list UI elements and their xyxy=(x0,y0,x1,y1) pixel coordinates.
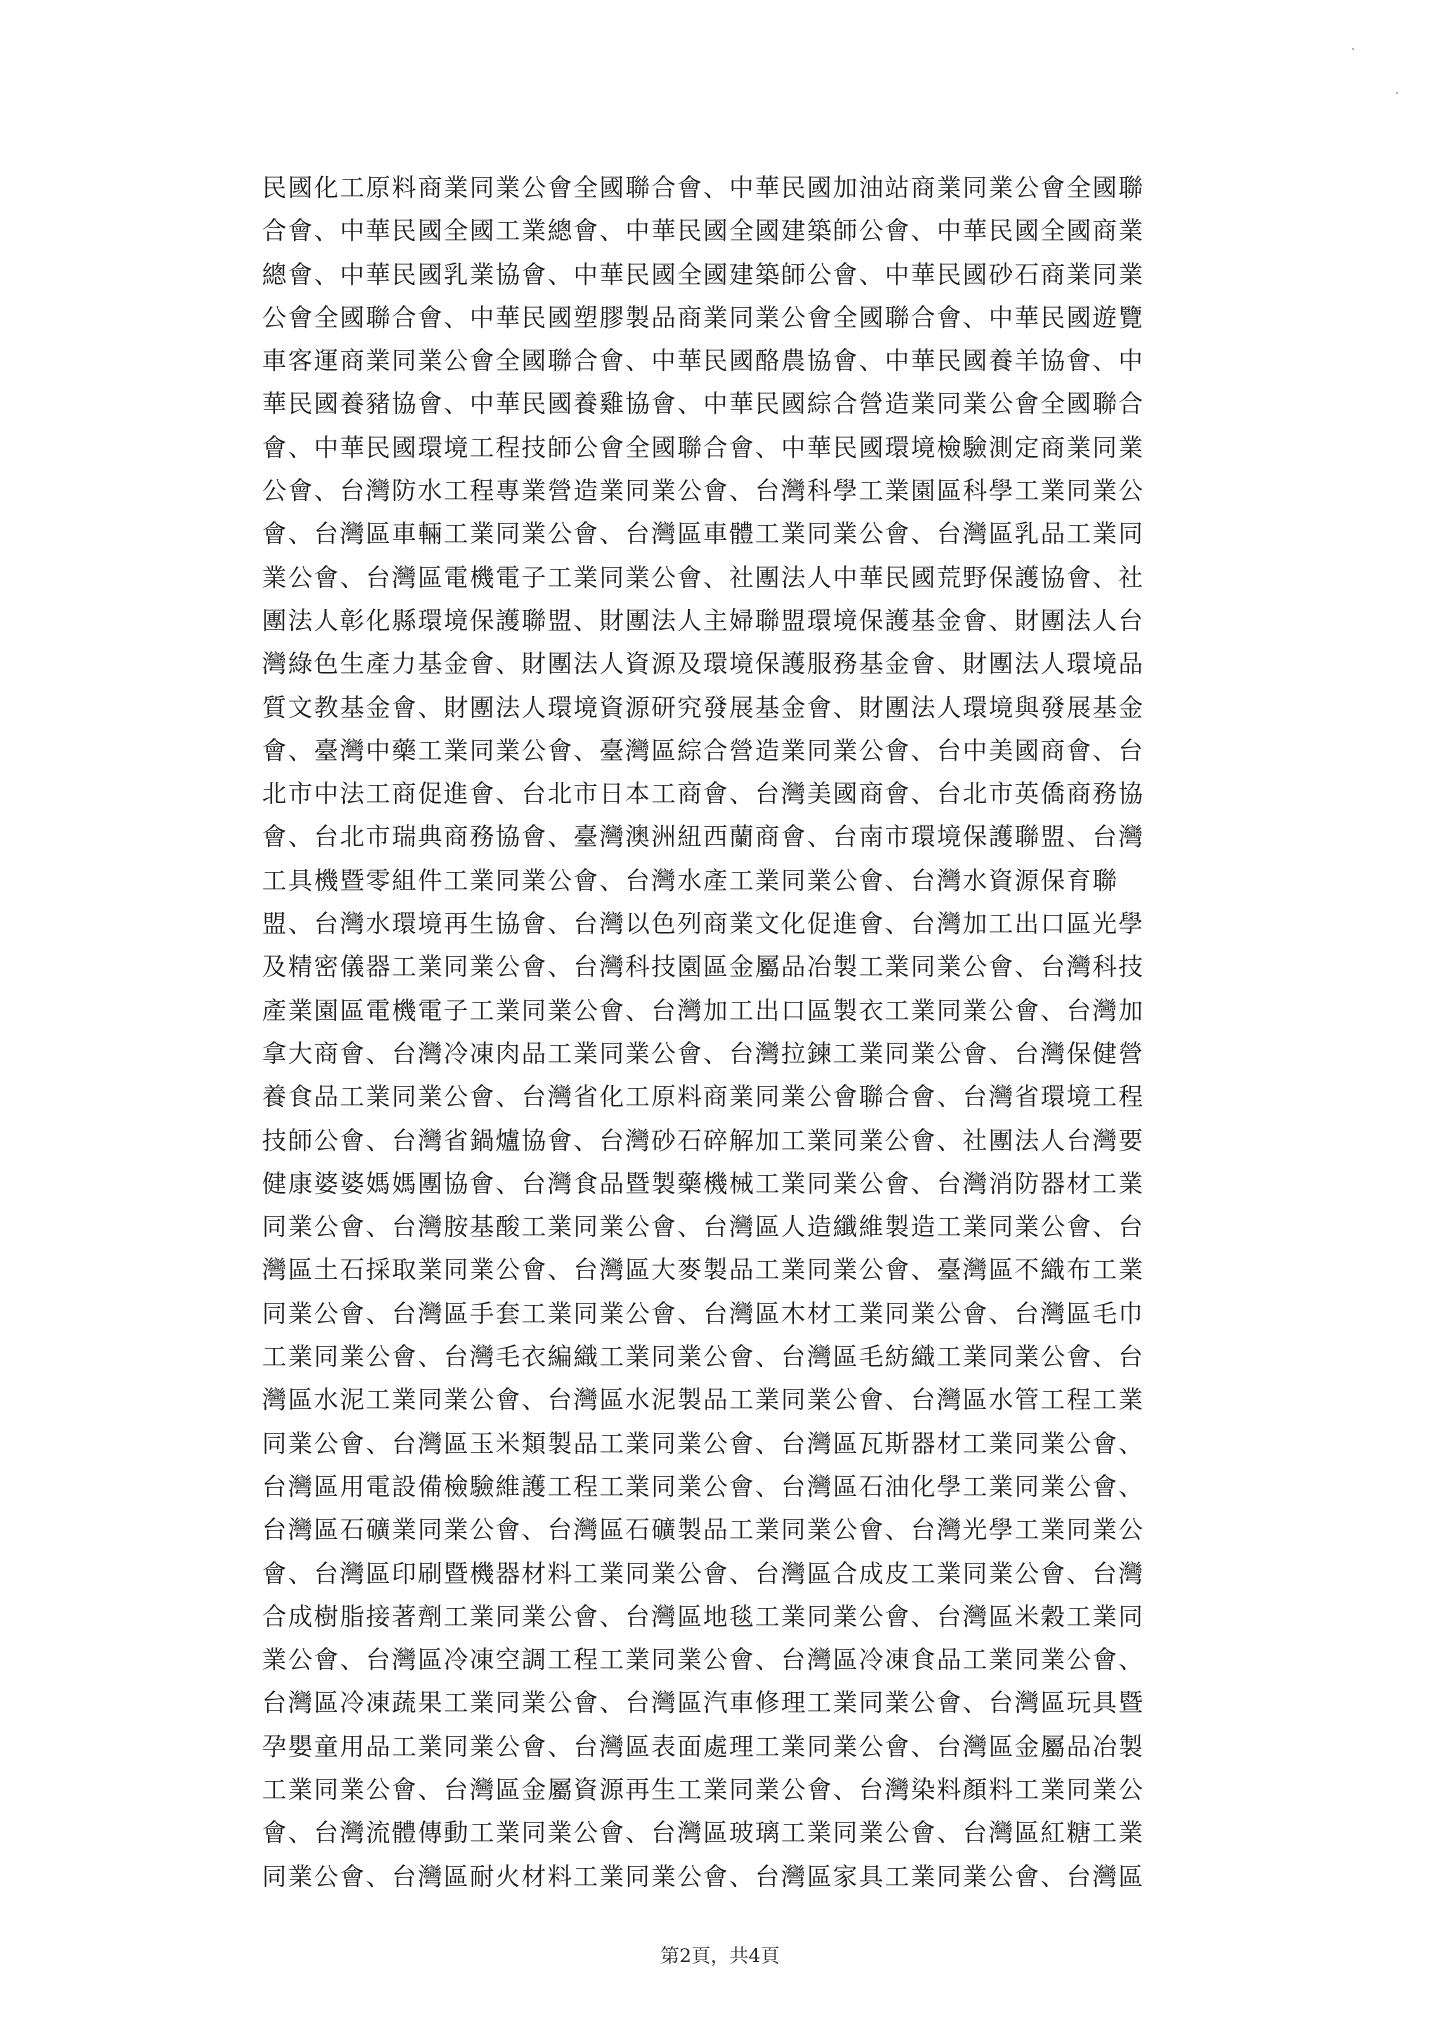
page-number-footer: 第2頁，共4頁 xyxy=(660,1945,780,1967)
text-line: 合成樹脂接著劑工業同業公會、台灣區地毯工業同業公會、台灣區米穀工業同 xyxy=(262,1601,1145,1631)
text-line: 拿大商會、台灣冷凍肉品工業同業公會、台灣拉鍊工業同業公會、台灣保健營 xyxy=(262,1038,1145,1068)
text-line: 台灣區石礦業同業公會、台灣區石礦製品工業同業公會、台灣光學工業同業公 xyxy=(262,1515,1145,1545)
text-line: 業公會、台灣區電機電子工業同業公會、社團法人中華民國荒野保護協會、社 xyxy=(262,562,1145,592)
text-line: 會、台灣流體傳動工業同業公會、台灣區玻璃工業同業公會、台灣區紅糖工業 xyxy=(262,1818,1145,1848)
text-line: 北市中法工商促進會、台北市日本工商會、台灣美國商會、台北市英僑商務協 xyxy=(262,779,1145,809)
text-line: 質文教基金會、財團法人環境資源研究發展基金會、財團法人環境與發展基金 xyxy=(262,692,1145,722)
text-line: 灣區土石採取業同業公會、台灣區大麥製品工業同業公會、臺灣區不織布工業 xyxy=(262,1255,1145,1285)
text-line: 工具機暨零組件工業同業公會、台灣水產工業同業公會、台灣水資源保育聯 xyxy=(262,865,1119,895)
text-line: 民國化工原料商業同業公會全國聯合會、中華民國加油站商業同業公會全國聯 xyxy=(262,173,1145,202)
scan-speck xyxy=(1352,48,1354,50)
text-line: 合會、中華民國全國工業總會、中華民國全國建築師公會、中華民國全國商業 xyxy=(262,216,1145,246)
document-body xyxy=(262,166,1262,1898)
text-line: 工業同業公會、台灣毛衣編織工業同業公會、台灣區毛紡織工業同業公會、台 xyxy=(262,1342,1145,1372)
text-line: 業公會、台灣區冷凍空調工程工業同業公會、台灣區冷凍食品工業同業公會、 xyxy=(262,1645,1145,1675)
text-line: 會、台北市瑞典商務協會、臺灣澳洲紐西蘭商會、台南市環境保護聯盟、台灣 xyxy=(262,822,1145,852)
text-line: 工業同業公會、台灣區金屬資源再生工業同業公會、台灣染料顏料工業同業公 xyxy=(262,1774,1145,1804)
text-line: 總會、中華民國乳業協會、中華民國全國建築師公會、中華民國砂石商業同業 xyxy=(262,259,1145,289)
text-line: 華民國養豬協會、中華民國養雞協會、中華民國綜合營造業同業公會全國聯合 xyxy=(262,389,1145,419)
text-line: 車客運商業同業公會全國聯合會、中華民國酪農協會、中華民國養羊協會、中 xyxy=(262,346,1145,376)
text-line: 孕嬰童用品工業同業公會、台灣區表面處理工業同業公會、台灣區金屬品冶製 xyxy=(262,1731,1145,1761)
text-line: 會、台灣區印刷暨機器材料工業同業公會、台灣區合成皮工業同業公會、台灣 xyxy=(262,1558,1145,1588)
scan-speck xyxy=(1396,92,1398,94)
text-line: 同業公會、台灣胺基酸工業同業公會、台灣區人造纖維製造工業同業公會、台 xyxy=(262,1212,1145,1242)
text-line: 健康婆婆媽媽團協會、台灣食品暨製藥機械工業同業公會、台灣消防器材工業 xyxy=(262,1168,1145,1198)
text-line: 公會全國聯合會、中華民國塑膠製品商業同業公會全國聯合會、中華民國遊覽 xyxy=(262,302,1145,332)
text-line: 台灣區冷凍蔬果工業同業公會、台灣區汽車修理工業同業公會、台灣區玩具暨 xyxy=(262,1688,1145,1718)
text-line: 灣區水泥工業同業公會、台灣區水泥製品工業同業公會、台灣區水管工程工業 xyxy=(262,1385,1145,1415)
text-line: 盟、台灣水環境再生協會、台灣以色列商業文化促進會、台灣加工出口區光學 xyxy=(262,909,1145,939)
text-line: 養食品工業同業公會、台灣省化工原料商業同業公會聯合會、台灣省環境工程 xyxy=(262,1082,1145,1112)
text-line: 公會、台灣防水工程專業營造業同業公會、台灣科學工業園區科學工業同業公 xyxy=(262,476,1145,506)
text-line: 會、台灣區車輛工業同業公會、台灣區車體工業同業公會、台灣區乳品工業同 xyxy=(262,519,1145,549)
text-line: 會、臺灣中藥工業同業公會、臺灣區綜合營造業同業公會、台中美國商會、台 xyxy=(262,735,1145,765)
text-line: 同業公會、台灣區手套工業同業公會、台灣區木材工業同業公會、台灣區毛巾 xyxy=(262,1298,1145,1328)
text-line: 團法人彰化縣環境保護聯盟、財團法人主婦聯盟環境保護基金會、財團法人台 xyxy=(262,605,1145,635)
text-line: 灣綠色生產力基金會、財團法人資源及環境保護服務基金會、財團法人環境品 xyxy=(262,649,1145,679)
text-line: 產業園區電機電子工業同業公會、台灣加工出口區製衣工業同業公會、台灣加 xyxy=(262,995,1145,1025)
text-line: 會、中華民國環境工程技師公會全國聯合會、中華民國環境檢驗測定商業同業 xyxy=(262,432,1145,462)
text-line: 台灣區用電設備檢驗維護工程工業同業公會、台灣區石油化學工業同業公會、 xyxy=(262,1471,1145,1501)
text-line: 及精密儀器工業同業公會、台灣科技園區金屬品冶製工業同業公會、台灣科技 xyxy=(262,952,1145,982)
text-line: 同業公會、台灣區耐火材料工業同業公會、台灣區家具工業同業公會、台灣區 xyxy=(262,1861,1145,1891)
text-line: 同業公會、台灣區玉米類製品工業同業公會、台灣區瓦斯器材工業同業公會、 xyxy=(262,1428,1145,1458)
text-line: 技師公會、台灣省鍋爐協會、台灣砂石碎解加工業同業公會、社團法人台灣要 xyxy=(262,1125,1145,1155)
